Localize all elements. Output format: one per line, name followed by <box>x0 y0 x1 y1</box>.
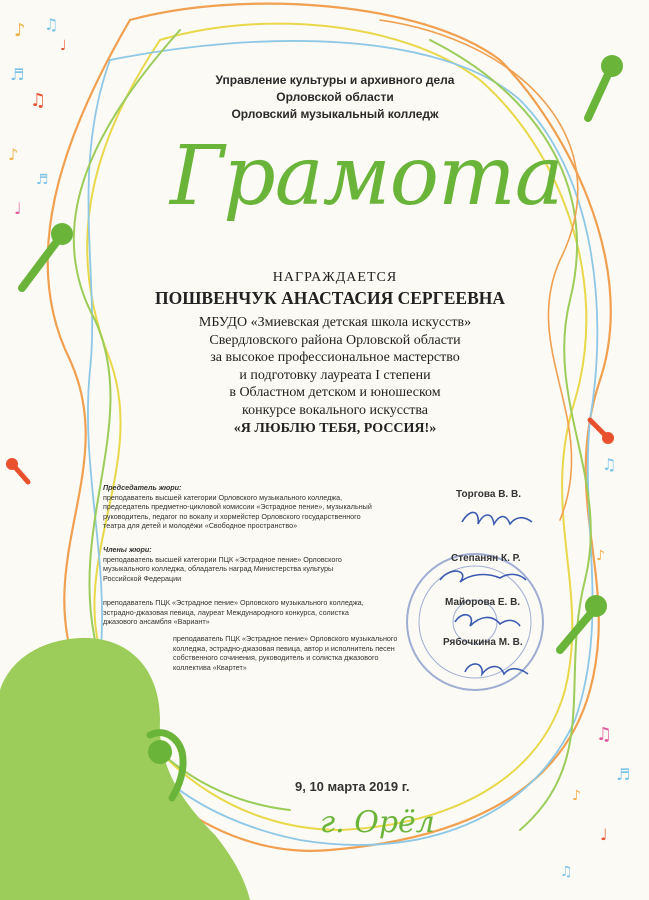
jury-member-line: джазового ансамбля «Вариант» <box>103 617 210 627</box>
jury-member-block-3 <box>173 634 423 672</box>
svg-text:♩: ♩ <box>600 825 608 844</box>
jury-member-line: Российской Федерации <box>103 573 182 583</box>
jury-chair-line: театра для детей и молодёжи «Свободное пространство» <box>103 521 298 531</box>
jury-member-line: собственного сочинения, руководитель и солистка джазового <box>173 653 379 663</box>
jury-chair-line: преподаватель высшей категории Орловского музыкального колледжа, <box>103 492 343 502</box>
award-line: конкурсе вокального искусства <box>242 402 428 418</box>
svg-text:♫: ♫ <box>596 724 613 745</box>
jury-member-line: колледжа, эстрадно-джазовая певица, автор и исполнитель песен <box>173 643 395 653</box>
awarded-label: НАГРАЖДАЕТСЯ <box>272 270 398 285</box>
svg-text:♪: ♪ <box>596 548 605 564</box>
document-title: Грамота <box>170 129 563 224</box>
jury-chair-line: председатель предметно-цикловой комиссии «Эстрадное пение», музыкальный <box>103 502 372 512</box>
svg-text:♪: ♪ <box>572 788 581 804</box>
signature-torgova <box>462 512 532 524</box>
jury-chair-name: Торгова В. В. <box>456 489 521 500</box>
org-line-1: Управление культуры и архивного дела <box>215 73 455 87</box>
jury-chair-line: руководитель, педагог по вокалу и хормейстер Орловского государственного <box>103 511 361 521</box>
svg-text:♩: ♩ <box>60 38 67 54</box>
org-line-3: Орловский музыкальный колледж <box>231 107 439 121</box>
singer-silhouette-image <box>0 638 250 900</box>
jury-members-label: Члены жюри: <box>103 545 152 554</box>
jury-member-block-2 <box>103 598 403 627</box>
award-date: 9, 10 марта 2019 г. <box>295 779 410 794</box>
award-line: за высокое профессиональное мастерство <box>210 350 460 366</box>
svg-text:♪: ♪ <box>14 20 26 41</box>
signature-ryabochkina <box>465 664 528 674</box>
jury-member-line: музыкального колледжа, обладатель наград Министерства культуры <box>103 564 334 574</box>
signature-scribbles <box>440 512 532 674</box>
jury-chair-label: Председатель жюри: <box>103 483 182 492</box>
signature-mayorova <box>455 615 520 626</box>
svg-text:♪: ♪ <box>8 145 19 164</box>
org-line-2: Орловской области <box>276 90 394 104</box>
jury-member-name-1: Степанян К. Р. <box>451 553 521 564</box>
svg-text:♫: ♫ <box>560 864 573 880</box>
jury-member-line: преподаватель ПЦК «Эстрадное пение» Орловского музыкального <box>173 634 398 643</box>
microphone-icon-right-red <box>590 420 614 444</box>
microphone-icon-bottom-right <box>560 595 607 650</box>
jury-member-line: эстрадно-джазовая певица, лауреат Международного конкурса, солистка <box>103 607 349 617</box>
svg-text:♬: ♬ <box>36 172 49 188</box>
award-line: МБУДО «Змиевская детская школа искусств» <box>198 315 472 330</box>
svg-text:♩: ♩ <box>14 199 22 218</box>
contest-name: «Я ЛЮБЛЮ ТЕБЯ, РОССИЯ!» <box>233 420 437 436</box>
jury-member-line: преподаватель ПЦК «Эстрадное пение» Орловского музыкального колледжа, <box>103 598 364 607</box>
jury-member-line: коллектива «Квартет» <box>173 662 247 672</box>
microphone-icon-left-red <box>6 458 28 482</box>
jury-member-name-3: Рябочкина М. В. <box>443 637 523 648</box>
microphone-icon-top-right <box>588 55 623 118</box>
svg-text:♫: ♫ <box>44 15 59 34</box>
recipient-name: ПОШВЕНЧУК АНАСТАСИЯ СЕРГЕЕВНА <box>154 288 506 308</box>
svg-text:♫: ♫ <box>602 455 617 474</box>
jury-member-line: преподаватель высшей категории ПЦК «Эстрадное пение» Орловского <box>103 554 342 564</box>
award-line: Свердловского района Орловской области <box>209 332 461 348</box>
jury-member-block-1 <box>103 545 403 583</box>
organization-header <box>150 72 520 123</box>
svg-text:♬: ♬ <box>10 65 25 84</box>
award-line: и подготовку лауреата I степени <box>239 367 431 383</box>
award-line: в Областном детском и юношеском <box>229 385 441 401</box>
svg-text:♫: ♫ <box>30 90 47 111</box>
award-city: г. Орёл <box>320 805 435 840</box>
jury-chair-block <box>103 483 403 531</box>
jury-member-name-2: Майорова Е. В. <box>445 597 521 608</box>
svg-text:♬: ♬ <box>616 765 631 784</box>
award-description <box>140 314 530 437</box>
